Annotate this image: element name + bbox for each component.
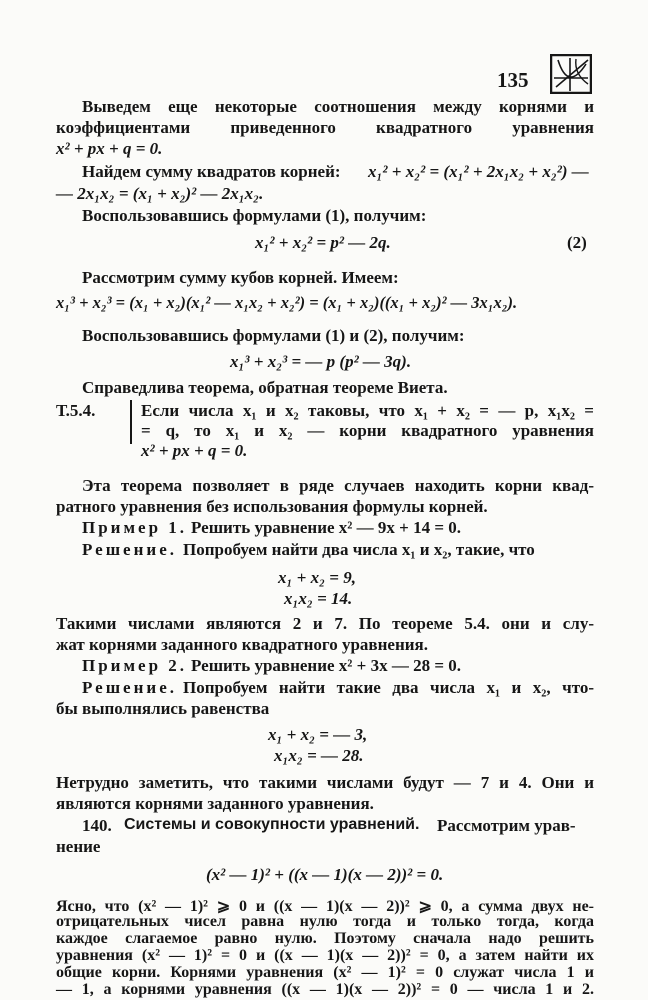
formula-cubes: x₁³ + x₂³ = (x₁ + x₂)(x₁² — x₁x₂ + x₂²) = (x₁ + x₂)((x₁ + x₂)² — 3x₁x₂). (56, 293, 518, 312)
example-label: Пример 2. (82, 656, 188, 675)
text-line: ратного уравнения без использования формулы корней. (56, 497, 488, 516)
text-line: являются корнями заданного уравнения. (56, 794, 374, 813)
formula-inline: x² + px + q = 0. (56, 139, 163, 158)
text-line: уравнения (x² — 1)² = 0 и ((x — 1)(x — 2))² = 0, а затем найти их (56, 947, 594, 964)
text-line: каждое слагаемое равно нулю. Поэтому сначала надо решить (56, 930, 594, 947)
formula-cubes2: x₁³ + x₂³ = — p (p² — 3q). (230, 352, 412, 371)
solution-label: Решение. (82, 678, 177, 697)
text-line: коэффициентами приведенного квадратного уравнения (56, 118, 594, 137)
theorem-line: = q, то x₁ и x₂ — корни квадратного уравнения (141, 421, 594, 440)
formula-inline: — 2x₁x₂ = (x₁ + x₂)² — 2x₁x₂. (56, 184, 264, 203)
system-equation: x₁x₂ = — 28. (274, 746, 364, 765)
page-number: 135 (497, 68, 529, 92)
formula-2: x₁² + x₂² = p² — 2q. (255, 233, 391, 252)
text-line: Такими числами являются 2 и 7. По теореме 5.4. они и слу- (56, 614, 594, 633)
formula-140: (x² — 1)² + ((x — 1)(x — 2))² = 0. (206, 865, 444, 884)
example-task: Решить уравнение x² + 3x — 28 = 0. (191, 656, 462, 675)
system-equation: x₁ + x₂ = 9, (278, 568, 356, 587)
system-equation: x₁x₂ = 14. (284, 589, 353, 608)
section-number: 140. (82, 816, 112, 835)
text-line: Воспользовавшись формулами (1), получим: (82, 206, 427, 225)
text-line: Выведем еще некоторые соотношения между корнями и (82, 97, 594, 116)
solution-text: бы выполнялись равенства (56, 699, 270, 718)
section-title: Системы и совокупности уравнений. (124, 816, 420, 833)
formula-tag: (2) (567, 233, 587, 252)
text-line: Рассмотрим сумму кубов корней. Имеем: (82, 268, 399, 287)
text-line: Нетрудно заметить, что такими числами будут — 7 и 4. Они и (56, 773, 594, 792)
system-equation: x₁ + x₂ = — 3, (268, 725, 368, 744)
solution-text: Попробуем найти два числа x₁ и x₂, такие, что (183, 540, 535, 559)
text-line: общие корни. Корнями уравнения (x² — 1)² = 0 служат числа 1 и (56, 964, 594, 981)
formula-inline: x₁² + x₂² = (x₁² + 2x₁x₂ + x₂²) — (368, 162, 589, 181)
example-label: Пример 1. (82, 518, 188, 537)
text-line: Воспользовавшись формулами (1) и (2), получим: (82, 326, 465, 345)
solution-text: Попробуем найти такие два числа x₁ и x₂, что- (183, 678, 594, 697)
theorem-line: x² + px + q = 0. (141, 441, 248, 460)
theorem-label: Т.5.4. (56, 401, 96, 420)
text-line: Справедлива теорема, обратная теореме Виета. (82, 378, 448, 397)
text-line: отрицательных чисел равна нулю тогда и только тогда, когда (56, 913, 594, 930)
text-line: Рассмотрим урав- (437, 816, 576, 835)
graph-icon (550, 54, 592, 94)
solution-label: Решение. (82, 540, 177, 559)
example-task: Решить уравнение x² — 9x + 14 = 0. (191, 518, 462, 537)
text-line: Эта теорема позволяет в ряде случаев находить корни квад- (82, 476, 594, 495)
text-line: — 1, а корнями уравнения ((x — 1)(x — 2))² = 0 — числа 1 и 2. (56, 981, 594, 998)
text-line: жат корнями заданного квадратного уравнения. (56, 635, 428, 654)
theorem-bar (130, 400, 132, 444)
text-line: Найдем сумму квадратов корней: (82, 162, 341, 181)
text-line: Ясно, что (x² — 1)² ⩾ 0 и ((x — 1)(x — 2))² ⩾ 0, а сумма двух не- (56, 898, 594, 915)
text-line: нение (56, 837, 101, 856)
theorem-line: Если числа x₁ и x₂ таковы, что x₁ + x₂ = — p, x₁x₂ = (141, 401, 594, 420)
